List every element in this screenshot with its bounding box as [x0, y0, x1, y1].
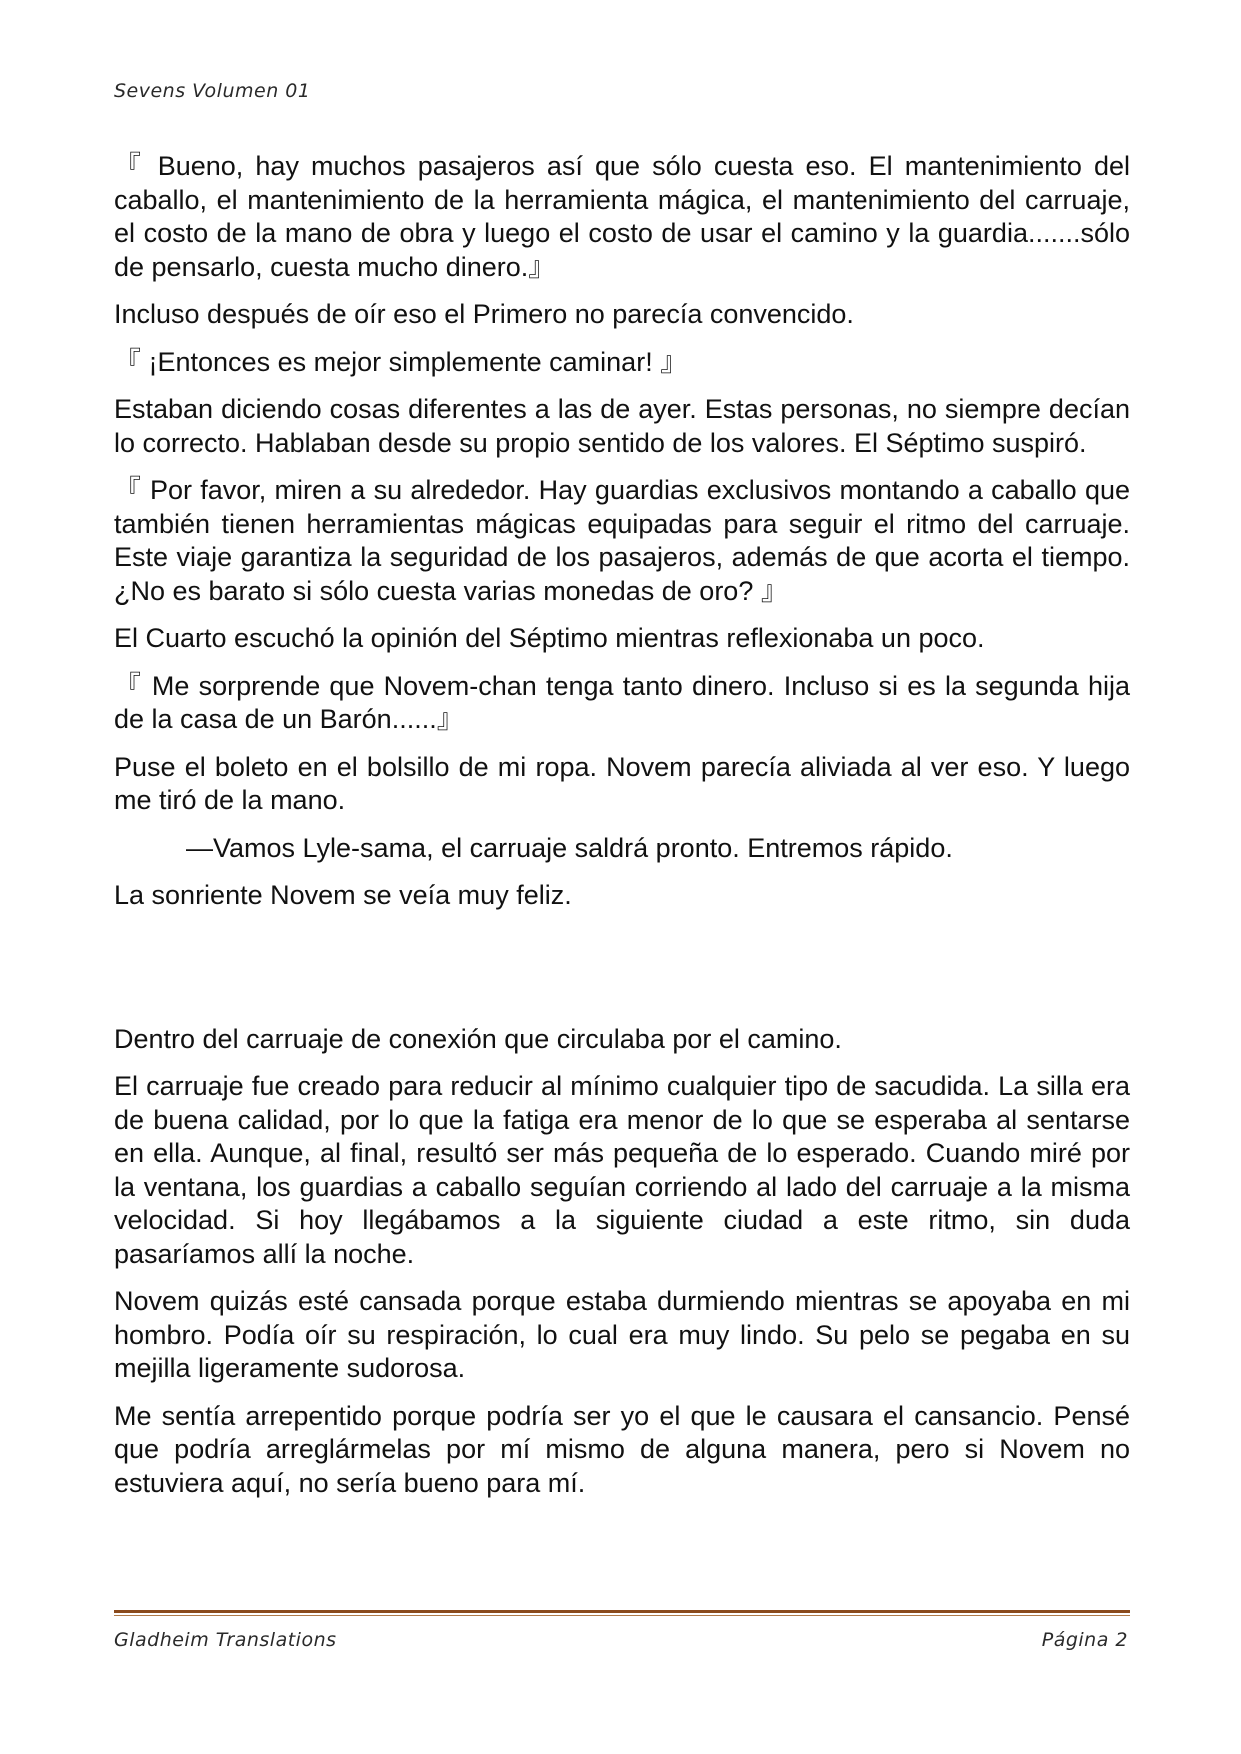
paragraph: Incluso después de oír eso el Primero no parecía convencido. [114, 299, 854, 329]
paragraph: 『 ¡Entonces es mejor simplemente caminar! 』 [114, 346, 688, 377]
paragraph: La sonriente Novem se veía muy feliz. [114, 880, 572, 910]
paragraph: El carruaje fue creado para reducir al mínimo cualquier tipo de sacudida. La silla era de buena calidad, por lo que la fatiga era menor de lo que se esperaba al sentarse en ella. Aunque, al final, resultó ser más pequeña de lo esperado. Cuando miré por la ventana, los guardias a caballo seguían corriendo al lado del carruaje a la misma velocidad. Si hoy llegábamos a la siguiente ciudad a este ritmo, sin duda pasaríamos allí la noche. [114, 1071, 1130, 1269]
paragraph: 『 Me sorprende que Novem-chan tenga tanto dinero. Incluso si es la segunda hija de la casa de un Barón......』 [114, 670, 1130, 734]
paragraph: Me sentía arrepentido porque podría ser yo el que le causara el cansancio. Pensé que podría arreglármelas por mí mismo de alguna manera, pero si Novem no estuviera aquí, no sería bueno para mí. [114, 1400, 1130, 1498]
footer-credit: Gladheim Translations [114, 1629, 337, 1651]
paragraph: Estaban diciendo cosas diferentes a las de ayer. Estas personas, no siempre decían lo correcto. Hablaban desde su propio sentido de los valores. El Séptimo suspiró. [114, 394, 1130, 458]
paragraph: El Cuarto escuchó la opinión del Séptimo mientras reflexionaba un poco. [114, 623, 985, 653]
paragraph: Dentro del carruaje de conexión que circulaba por el camino. [114, 1023, 842, 1054]
dialogue-line: —Vamos Lyle-sama, el carruaje saldrá pronto. Entremos rápido. [186, 832, 953, 863]
paragraph: 『 Bueno, hay muchos pasajeros así que sólo cuesta eso. El mantenimiento del caballo, el mantenimiento de la herramienta mágica, el mantenimiento del carruaje, el costo de la mano de obra y luego el costo de usar el camino y la guardia.......sólo de pensarlo, cuesta mucho dinero.』 [114, 151, 1130, 282]
running-header: Sevens Volumen 01 [114, 80, 311, 102]
paragraph: 『 Por favor, miren a su alrededor. Hay guardias exclusivos montando a caballo que también tienen herramientas mágicas equipadas para seguir el ritmo del carruaje. Este viaje garantiza la seguridad de los pasajeros, además de que acorta el tiempo. ¿No es barato si sólo cuesta varias monedas de oro? 』 [114, 475, 1130, 606]
paragraph: Puse el boleto en el bolsillo de mi ropa. Novem parecía aliviada al ver eso. Y luego me tiró de la mano. [114, 751, 1130, 815]
footer-rule-thin [114, 1615, 1130, 1616]
page-body [114, 150, 1130, 1514]
footer-rule [114, 1610, 1130, 1613]
section-break [114, 927, 1130, 1023]
page-number: Página 2 [1041, 1629, 1128, 1651]
paragraph: Novem quizás esté cansada porque estaba durmiendo mientras se apoyaba en mi hombro. Podía oír su respiración, lo cual era muy lindo. Su pelo se pegaba en su mejilla ligeramente sudorosa. [114, 1286, 1130, 1383]
